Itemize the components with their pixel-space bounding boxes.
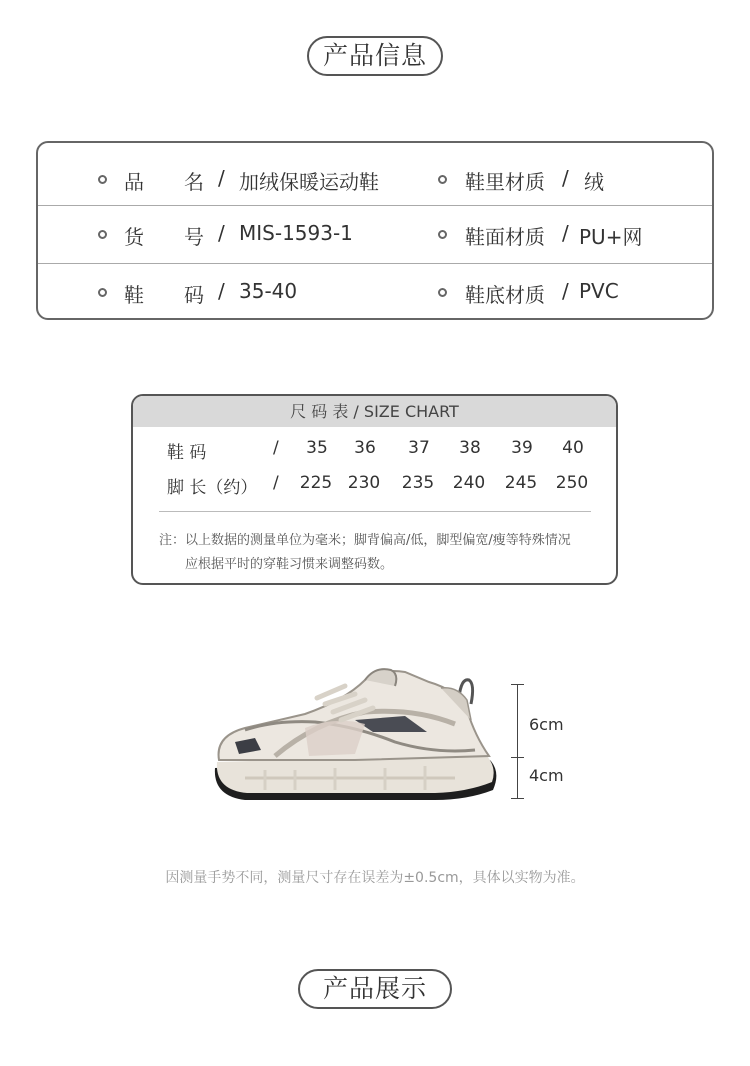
size-cell: 225 (299, 473, 333, 493)
size-note: 注：以上数据的测量单位为毫米；脚背偏高/低，脚型偏宽/瘦等特殊情况 (159, 533, 571, 548)
size-separator: / (273, 473, 279, 493)
dimension-line (517, 684, 518, 799)
size-row (133, 438, 616, 468)
bullet-icon (438, 230, 447, 239)
size-chart (131, 394, 618, 585)
bullet-icon (438, 175, 447, 184)
shoe-image (205, 650, 505, 820)
size-cell: 245 (504, 473, 538, 493)
info-label: 鞋底材质 (465, 283, 545, 307)
size-cell: 240 (452, 473, 486, 493)
info-label: 鞋 码 (124, 283, 204, 307)
size-chart-title: 尺 码 表 / SIZE CHART (133, 396, 616, 427)
info-row (38, 149, 712, 209)
bullet-icon (98, 175, 107, 184)
info-label: 鞋里材质 (465, 170, 545, 194)
info-separator: / (562, 221, 569, 245)
size-cell: 37 (408, 438, 430, 458)
product-info-table (36, 141, 714, 320)
info-separator: / (218, 221, 225, 245)
size-cell: 35 (306, 438, 328, 458)
divider (159, 511, 591, 512)
size-row-label: 鞋 码 (167, 443, 207, 463)
info-separator: / (562, 279, 569, 303)
size-note: 应根据平时的穿鞋习惯来调整码数。 (185, 557, 394, 572)
section-title-product-display: 产品展示 (298, 969, 452, 1009)
measurement-note: 因测量手势不同，测量尺寸存在误差为±0.5cm，具体以实物为准。 (165, 870, 585, 886)
dimension-tick (511, 684, 524, 685)
size-cell: 235 (401, 473, 435, 493)
info-label: 鞋面材质 (465, 225, 545, 249)
bullet-icon (438, 288, 447, 297)
info-value: 35-40 (239, 279, 298, 303)
size-cell: 36 (354, 438, 376, 458)
sole-height-label: 4cm (529, 766, 564, 785)
upper-height-label: 6cm (529, 715, 564, 734)
info-separator: / (218, 279, 225, 303)
info-value: 加绒保暖运动鞋 (239, 170, 379, 194)
bullet-icon (98, 288, 107, 297)
size-cell: 40 (562, 438, 584, 458)
info-label: 品 名 (124, 170, 204, 194)
size-row-label: 脚 长（约） (167, 478, 258, 498)
bullet-icon (98, 230, 107, 239)
size-cell: 39 (511, 438, 533, 458)
info-separator: / (562, 166, 569, 190)
size-separator: / (273, 438, 279, 458)
info-value: PVC (579, 279, 619, 303)
dimension-tick (511, 798, 524, 799)
size-cell: 250 (555, 473, 589, 493)
info-value: MIS-1593-1 (239, 221, 353, 245)
section-title-product-info: 产品信息 (307, 36, 443, 76)
info-separator: / (218, 166, 225, 190)
dimension-tick (511, 757, 524, 758)
info-value: PU+网 (579, 225, 643, 249)
size-row (133, 473, 616, 503)
info-value: 绒 (584, 170, 604, 194)
info-label: 货 号 (124, 225, 204, 249)
size-cell: 38 (459, 438, 481, 458)
info-row (38, 263, 712, 320)
size-cell: 230 (347, 473, 381, 493)
info-row (38, 205, 712, 263)
